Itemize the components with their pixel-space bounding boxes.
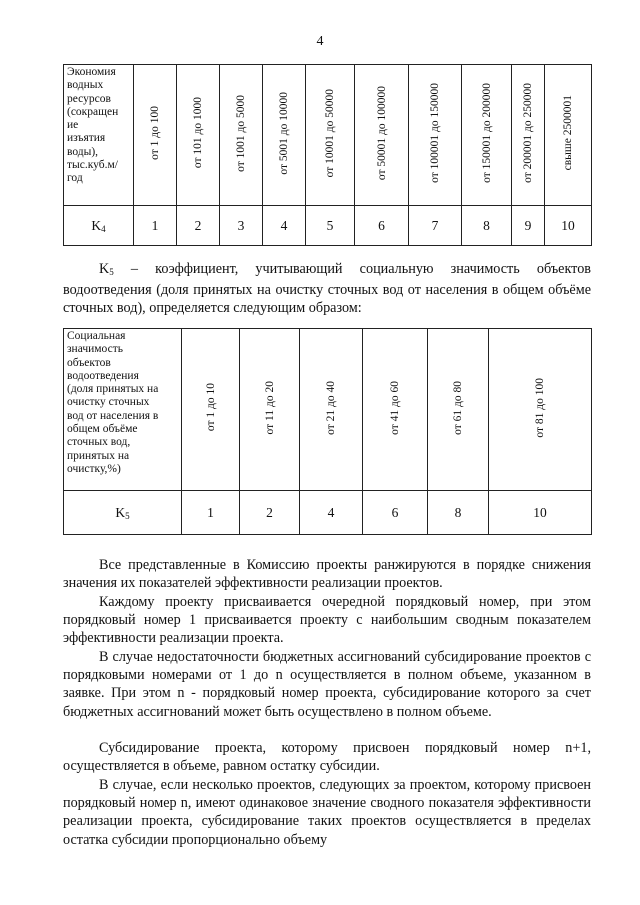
header-line: (доля принятых на xyxy=(67,383,159,396)
social-significance-table xyxy=(63,328,592,535)
paragraph-ranking: Все представленные в Комиссию проекты ранжируются в порядке снижения значения их показателей эффективности реализации проектов. xyxy=(63,557,591,592)
table-cell: 3 xyxy=(220,206,263,246)
column-header: от 1001 до 5000 xyxy=(235,94,247,172)
k5-description: $K_5$ – коэффициент, учитывающий социальную значимость объектов водоотведения (доля принятых на очистку сточных вод от населения в общем объёме сточных вод), определяется следующим образом: xyxy=(63,261,591,317)
water-savings-header-lines xyxy=(67,66,130,186)
row-label-k5: $K_5$ xyxy=(64,491,182,535)
table-cell: 1 xyxy=(134,206,177,246)
header-line: тыс.куб.м/ xyxy=(67,159,118,172)
header-line: (сокращен xyxy=(67,105,119,118)
table-cell: 6 xyxy=(355,206,409,246)
table-cell: 4 xyxy=(263,206,306,246)
header-line: ресурсов xyxy=(67,92,111,105)
header-line: значимость xyxy=(67,343,123,356)
table-cell: 9 xyxy=(512,206,545,246)
header-line: очистку сточных xyxy=(67,396,150,409)
header-line: ие xyxy=(67,119,79,132)
column-header: от 10001 до 50000 xyxy=(324,88,336,178)
header-line: сточных вод, xyxy=(67,436,131,449)
paragraph-remainder: Субсидирование проекта, которому присвоен порядковый номер n+1, осуществляется в объеме, равном остатку субсидии. xyxy=(63,740,591,775)
social-significance-header xyxy=(64,329,182,491)
header-line: год xyxy=(67,172,83,185)
column-header: от 11 до 20 xyxy=(263,380,276,435)
water-savings-table xyxy=(63,64,592,246)
paragraph-numbering: Каждому проекту присваивается очередной порядковый номер, при этом порядковый номер 1 присваивается проекту с наибольшим сводным показателем эффективности реализации проекта. xyxy=(63,594,591,647)
column-header: от 200001 до 250000 xyxy=(522,83,534,183)
header-line: воды), xyxy=(67,145,99,158)
column-header: от 5001 до 10000 xyxy=(278,91,290,175)
table-cell: 1 xyxy=(182,491,240,535)
column-header: от 81 до 100 xyxy=(534,377,546,438)
row-label-k4: $K_4$ xyxy=(64,206,134,246)
column-header: от 61 до 80 xyxy=(452,380,464,435)
header-line: Экономия xyxy=(67,66,116,78)
column-header: от 1 до 100 xyxy=(149,106,161,160)
table-cell: 10 xyxy=(489,491,592,535)
paragraph-insufficient-funds: В случае недостаточности бюджетных ассигнований субсидирование проектов с порядковыми номерами от 1 до n осуществляется в полном объеме, указанном в заявке. При этом n - порядковый номер проекта, субсидирование которого за счет бюджетных ассигнований может быть осуществлено в полном объеме. xyxy=(63,649,591,720)
table-cell: 8 xyxy=(428,491,489,535)
column-header: от 41 до 60 xyxy=(389,380,401,435)
table-cell: 7 xyxy=(409,206,462,246)
column-header: от 150001 до 200000 xyxy=(480,83,493,183)
page-number: 4 xyxy=(316,34,324,49)
column-header: от 50001 до 100000 xyxy=(375,85,388,181)
table-cell: 2 xyxy=(240,491,300,535)
header-line: Социальная xyxy=(67,330,126,342)
table-cell: 10 xyxy=(545,206,592,246)
table-cell: 4 xyxy=(300,491,363,535)
column-header: от 100001 до 150000 xyxy=(429,83,441,183)
header-line: объектов xyxy=(67,356,111,369)
table-cell: 6 xyxy=(363,491,428,535)
column-header: свыше 2500001 xyxy=(562,95,574,171)
header-line: очистку,%) xyxy=(67,462,121,475)
header-line: изъятия xyxy=(67,132,106,145)
header-line: водных xyxy=(67,79,104,92)
column-header: от 101 до 1000 xyxy=(192,97,204,169)
header-line: водоотведения xyxy=(67,369,139,382)
water-savings-header xyxy=(64,65,134,206)
column-header: от 1 до 10 xyxy=(204,383,217,432)
table-cell: 5 xyxy=(306,206,355,246)
table-cell: 8 xyxy=(462,206,512,246)
header-line: принятых на xyxy=(67,449,130,462)
header-line: вод от населения в xyxy=(67,409,159,422)
header-line: общем объёме xyxy=(67,423,138,436)
column-header: от 21 до 40 xyxy=(325,380,337,435)
paragraph-equal-index: В случае, если несколько проектов, следующих за проектом, которому присвоен порядковый номер n, имеют одинаковое значение сводного показателя эффективности реализации проекта, субсидирование таких проектов осуществляется в пределах остатка субсидии пропорционально объему xyxy=(63,777,591,848)
table-cell: 2 xyxy=(177,206,220,246)
